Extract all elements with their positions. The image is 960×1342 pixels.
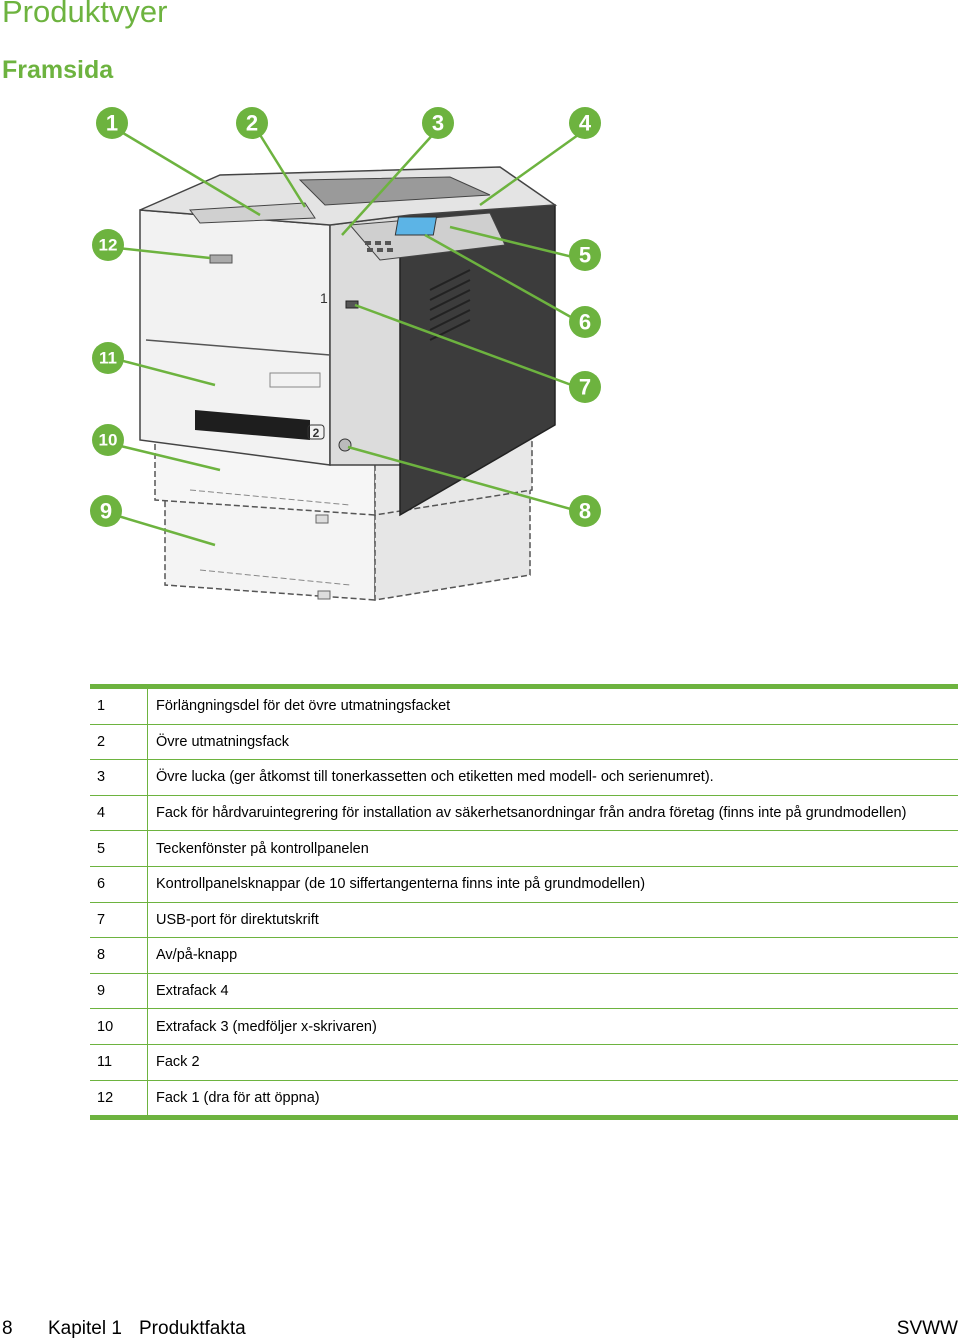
parts-legend-table	[90, 684, 958, 1120]
callout-11	[92, 342, 124, 374]
page-title: Produktvyer	[2, 0, 168, 29]
item-number: 12	[90, 1080, 148, 1118]
svg-text:10: 10	[98, 430, 118, 450]
svg-text:2: 2	[245, 110, 259, 136]
item-description: Övre lucka (ger åtkomst till tonerkassetten och etiketten med modell- och serienumret).	[148, 760, 959, 796]
callout-3	[422, 107, 454, 139]
item-number: 6	[90, 866, 148, 902]
printer-front-illustration	[80, 95, 620, 685]
table-row	[90, 687, 958, 725]
callout-1	[96, 107, 128, 139]
item-description: Teckenfönster på kontrollpanelen	[148, 831, 959, 867]
svg-text:3: 3	[431, 110, 445, 136]
svg-text:4: 4	[578, 110, 592, 136]
tray2-mark: 2	[312, 426, 320, 440]
item-description: USB-port för direktutskrift	[148, 902, 959, 938]
item-number: 5	[90, 831, 148, 867]
callout-8	[569, 495, 601, 527]
item-number: 9	[90, 973, 148, 1009]
table-row	[90, 1080, 958, 1118]
item-number: 2	[90, 724, 148, 760]
table-row	[90, 724, 958, 760]
item-description: Kontrollpanelsknappar (de 10 siffertangenterna finns inte på grundmodellen)	[148, 866, 959, 902]
footer-chapter-title: Produktfakta	[139, 1318, 246, 1339]
item-description: Fack för hårdvaruintegrering för installation av säkerhetsanordningar från andra företag (finns inte på grundmodellen)	[148, 795, 959, 831]
item-description: Förlängningsdel för det övre utmatningsfacket	[148, 687, 959, 725]
svg-text:12: 12	[98, 235, 118, 255]
item-description: Fack 2	[148, 1044, 959, 1080]
item-number: 4	[90, 795, 148, 831]
callout-12	[92, 229, 124, 261]
callout-10	[92, 424, 124, 456]
callout-7	[569, 371, 601, 403]
table-row	[90, 760, 958, 796]
callout-2	[236, 107, 268, 139]
item-description: Övre utmatningsfack	[148, 724, 959, 760]
item-number: 11	[90, 1044, 148, 1080]
footer-page-number: 8	[2, 1318, 13, 1339]
footer-doc-code: SVWW	[896, 1318, 958, 1339]
item-description: Fack 1 (dra för att öppna)	[156, 1089, 320, 1106]
table-row	[90, 1044, 958, 1080]
svg-text:6: 6	[578, 309, 592, 335]
table-row	[90, 973, 958, 1009]
svg-text:8: 8	[578, 498, 592, 524]
svg-text:1: 1	[105, 110, 119, 136]
item-number: 1	[90, 687, 148, 725]
item-number: 10	[90, 1009, 148, 1045]
table-row	[90, 1009, 958, 1045]
item-description: Av/på-knapp	[148, 938, 959, 974]
table-row	[90, 938, 958, 974]
item-number: 7	[90, 902, 148, 938]
footer-chapter: Kapitel 1	[48, 1318, 122, 1339]
callout-4	[569, 107, 601, 139]
table-row	[90, 795, 958, 831]
callout-6	[569, 306, 601, 338]
item-description: Extrafack 3 (medföljer x-skrivaren)	[148, 1009, 959, 1045]
item-description: Extrafack 4	[148, 973, 959, 1009]
table-row	[90, 902, 958, 938]
svg-text:5: 5	[578, 242, 592, 268]
tray1-mark: 1	[320, 290, 328, 306]
callout-9	[90, 495, 122, 527]
table-row	[90, 866, 958, 902]
svg-text:9: 9	[99, 498, 113, 524]
item-number: 8	[90, 938, 148, 974]
table-row	[90, 831, 958, 867]
callout-5	[569, 239, 601, 271]
item-number: 3	[90, 760, 148, 796]
svg-text:7: 7	[578, 374, 592, 400]
section-title: Framsida	[2, 56, 114, 84]
svg-text:11: 11	[99, 348, 117, 368]
